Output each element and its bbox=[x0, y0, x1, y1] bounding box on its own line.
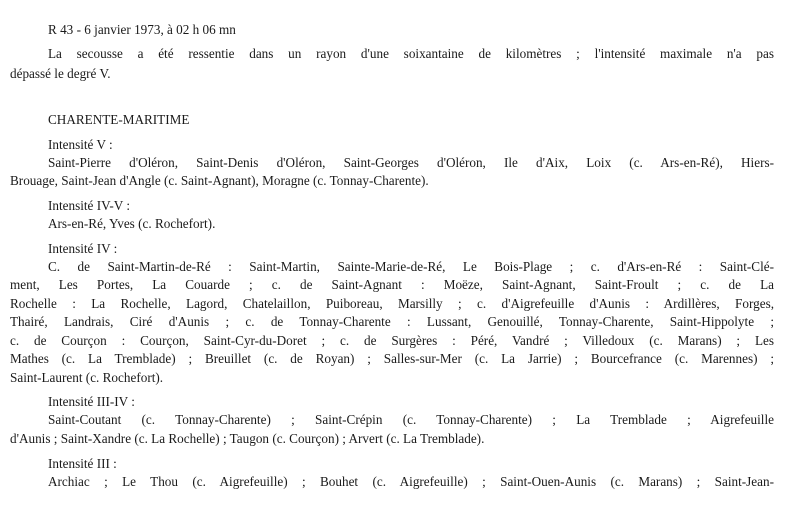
section-line: Ars-en-Ré, Yves (c. Rochefort). bbox=[48, 216, 216, 231]
section-heading: Intensité IV-V : bbox=[48, 198, 131, 213]
summary-line-2: dépassé le degré V. bbox=[10, 66, 111, 81]
section-line: Thairé, Landrais, Ciré d'Aunis ; c. de Tonnay-Charente : Lussant, Genouillé, Tonnay-Charente, Saint-Hippolyte ; bbox=[10, 314, 774, 329]
section-line: c. de Courçon : Courçon, Saint-Cyr-du-Doret ; c. de Surgères : Péré, Vandré ; Villedoux (c. Marans) ; Les bbox=[10, 333, 774, 348]
summary-line-1: La secousse a été ressentie dans un rayon d'une soixantaine de kilomètres ; l'intensité maximale n'a pas bbox=[48, 46, 774, 61]
region-title: CHARENTE-MARITIME bbox=[48, 112, 190, 127]
section-line: ment, Les Portes, La Couarde ; c. de Saint-Agnant : Moëze, Saint-Agnant, Saint-Froult ; c. de La bbox=[10, 277, 774, 292]
section-line: Archiac ; Le Thou (c. Aigrefeuille) ; Bouhet (c. Aigrefeuille) ; Saint-Ouen-Aunis (c. Marans) ; Saint-Jean- bbox=[48, 474, 774, 489]
record-header: R 43 - 6 janvier 1973, à 02 h 06 mn bbox=[48, 22, 236, 37]
section-line: Rochelle : La Rochelle, Lagord, Chatelaillon, Puiboreau, Marsilly ; c. d'Aigrefeuille d'Aunis : Ardillères, Forges, bbox=[10, 296, 774, 311]
section-heading: Intensité III : bbox=[48, 456, 117, 471]
section-heading: Intensité V : bbox=[48, 137, 113, 152]
section-heading: Intensité III-IV : bbox=[48, 394, 135, 409]
section-line: Brouage, Saint-Jean d'Angle (c. Saint-Agnant), Moragne (c. Tonnay-Charente). bbox=[10, 173, 429, 188]
section-line: Saint-Pierre d'Oléron, Saint-Denis d'Oléron, Saint-Georges d'Oléron, Ile d'Aix, Loix (c. Ars-en-Ré), Hiers- bbox=[48, 155, 774, 170]
section-line: d'Aunis ; Saint-Xandre (c. La Rochelle) ; Taugon (c. Courçon) ; Arvert (c. La Tremblade). bbox=[10, 431, 485, 446]
section-line: C. de Saint-Martin-de-Ré : Saint-Martin, Sainte-Marie-de-Ré, Le Bois-Plage ; c. d'Ars-en-Ré : Saint-Clé- bbox=[48, 259, 774, 274]
section-line: Saint-Coutant (c. Tonnay-Charente) ; Saint-Crépin (c. Tonnay-Charente) ; La Tremblade ; Aigrefeuille bbox=[48, 412, 774, 427]
section-line: Mathes (c. La Tremblade) ; Breuillet (c. de Royan) ; Salles-sur-Mer (c. La Jarrie) ; Bourcefrance (c. Marennes) ; bbox=[10, 351, 774, 366]
section-heading: Intensité IV : bbox=[48, 241, 118, 256]
section-line: Saint-Laurent (c. Rochefort). bbox=[10, 370, 164, 385]
